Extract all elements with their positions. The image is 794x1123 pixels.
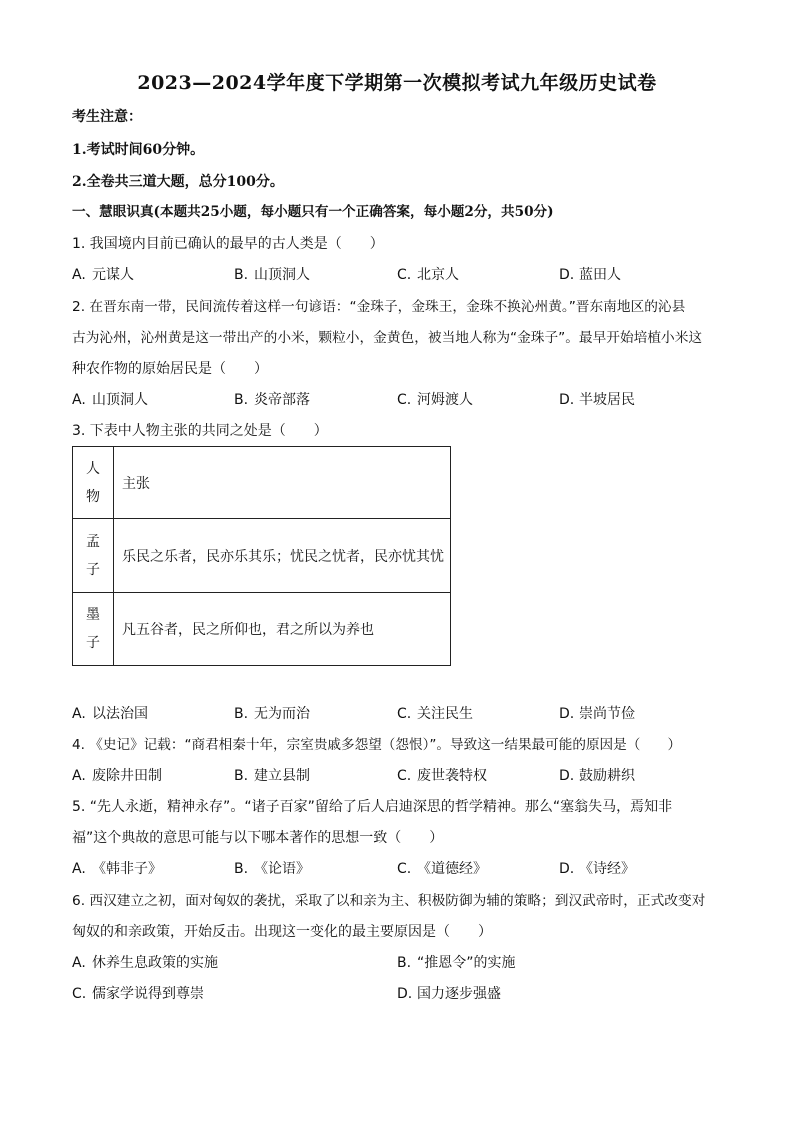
option-b[interactable]: B. 建立县制: [234, 768, 310, 784]
option-d[interactable]: D. 半坡居民: [559, 392, 635, 408]
question-5-options: [72, 859, 732, 879]
question-3-text: 3. 下表中人物主张的共同之处是（ ）: [72, 423, 328, 439]
option-a[interactable]: A. 废除井田制: [72, 768, 162, 784]
option-c[interactable]: C. 《道德经》: [397, 861, 487, 877]
question-4-text: 4. 《史记》记载：“商君相秦十年，宗室贵戚多怨望（怨恨）”。导致这一结果最可能的原因是（ ）: [72, 737, 682, 753]
option-d[interactable]: D. 蓝田人: [559, 267, 621, 283]
notice-item-2: 2.全卷共三道大题，总分100分。: [72, 174, 284, 190]
question-6-options-row-1: [72, 953, 732, 973]
option-b[interactable]: B. “推恩令”的实施: [397, 955, 516, 971]
option-d[interactable]: D. 崇尚节俭: [559, 706, 635, 722]
question-4-options: [72, 766, 732, 786]
question-6-line-1: 6. 西汉建立之初，面对匈奴的袭扰，采取了以和亲为主、积极防御为辅的策略；到汉武帝时，正式改变对: [72, 893, 706, 909]
option-a[interactable]: A. 山顶洞人: [72, 392, 148, 408]
question-5-line-2: 福”这个典故的意思可能与以下哪本著作的思想一致（ ）: [72, 830, 444, 846]
table-cell-claim: 凡五谷者，民之所仰也，君之所以为养也: [114, 593, 451, 666]
table-row: [73, 593, 451, 666]
table-header-person: 人 物: [73, 447, 114, 519]
exam-title: 2023—2024学年度下学期第一次模拟考试九年级历史试卷: [137, 72, 657, 94]
option-c[interactable]: C. 关注民生: [397, 706, 473, 722]
table-cell-person: 孟 子: [73, 519, 114, 593]
question-5-line-1: 5. “先人永逝，精神永存”。“诸子百家”留给了后人启迪深思的哲学精神。那么“塞翁失马，焉知非: [72, 799, 673, 815]
option-c[interactable]: C. 河姆渡人: [397, 392, 473, 408]
table-row: [73, 519, 451, 593]
option-a[interactable]: A. 《韩非子》: [72, 861, 162, 877]
option-b[interactable]: B. 《论语》: [234, 861, 310, 877]
option-b[interactable]: B. 炎帝部落: [234, 392, 310, 408]
question-2-line-3: 种农作物的原始居民是（ ）: [72, 361, 268, 377]
question-2-line-1: 2. 在晋东南一带，民间流传着这样一句谚语：“金珠子，金珠王，金珠不换沁州黄。”晋东南地区的沁县: [72, 299, 686, 315]
question-2-line-2: 古为沁州，沁州黄是这一带出产的小米，颗粒小，金黄色，被当地人称为“金珠子”。最早开始培植小米这: [72, 330, 703, 346]
table-header-row: [73, 447, 451, 519]
table-cell-person: 墨 子: [73, 593, 114, 666]
section-heading: 一、慧眼识真(本题共25小题，每小题只有一个正确答案，每小题2分，共50分): [72, 204, 554, 220]
question-6-options-row-2: [72, 984, 732, 1004]
option-d[interactable]: D. 鼓励耕织: [559, 768, 635, 784]
question-6-line-2: 匈奴的和亲政策，开始反击。出现这一变化的最主要原因是（ ）: [72, 924, 492, 940]
table-header-claim: 主张: [114, 447, 451, 519]
option-c[interactable]: C. 北京人: [397, 267, 459, 283]
table-cell-claim: 乐民之乐者，民亦乐其乐；忧民之忧者，民亦忧其忧: [114, 519, 451, 593]
notice-item-1: 1.考试时间60分钟。: [72, 142, 205, 158]
option-d[interactable]: D. 《诗经》: [559, 861, 635, 877]
question-1-text: 1. 我国境内目前已确认的最早的古人类是（ ）: [72, 236, 384, 252]
option-b[interactable]: B. 无为而治: [234, 706, 310, 722]
question-3-table: [72, 446, 451, 666]
question-1-options: [72, 265, 732, 285]
notice-heading: 考生注意：: [72, 109, 142, 125]
question-2-options: [72, 390, 732, 410]
option-a[interactable]: A. 元谋人: [72, 267, 134, 283]
option-c[interactable]: C. 儒家学说得到尊崇: [72, 986, 204, 1002]
option-b[interactable]: B. 山顶洞人: [234, 267, 310, 283]
question-3-options: [72, 704, 732, 724]
option-a[interactable]: A. 以法治国: [72, 706, 148, 722]
option-d[interactable]: D. 国力逐步强盛: [397, 986, 501, 1002]
option-c[interactable]: C. 废世袭特权: [397, 768, 487, 784]
option-a[interactable]: A. 休养生息政策的实施: [72, 955, 218, 971]
